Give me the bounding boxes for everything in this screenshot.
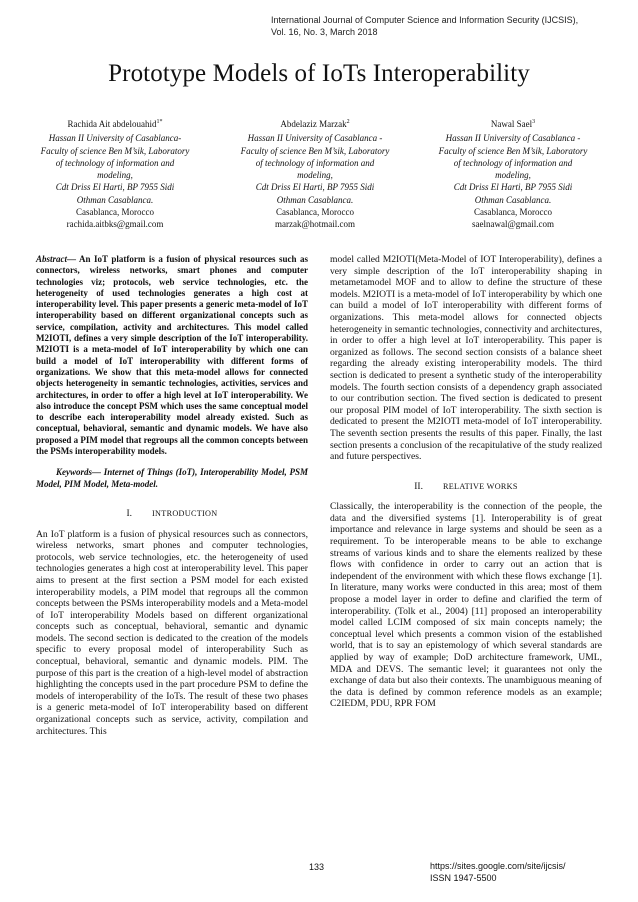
related-works-text: Classically, the interoperability is the connection of the people, the data and the diversified systems [1]. Interoperability is of great importance and relevance in large systems and should be seen as a requirement. To be interoperable means to be able to exchange streams of various kinds and to share the elements realized by these flows with confidence in order to carry out an action that is independent of the environment with which these flows exchange [1]. In literature, many works were conducted in this area; most of them propose a model layer in order to define and clarified the term of interoperability. (Tolk et al., 2004) [11] proposed an interoperability model called LCIM composed of six main concepts namely; the conceptual level which presents a common vision of the established world, that is to say an epistemology of which several standards are applied by way of example; DoD architecture framework, UML, MDA and DEVS. The semantic level; it guarantees not only the exchange of data but also their contexts. The unambiguous meaning of the data is defined by common reference models as an example; C2IEDM, PDU, RPR FOM [330, 501, 602, 710]
author-affiliation: modeling, [97, 170, 133, 181]
right-column [330, 254, 602, 710]
introduction-text: An IoT platform is a fusion of physical resources such as connectors, wireless networks, smart phones and computer technologies, protocols, web service technologies, etc. the heterogeneity of used technologies generates a high cost at interoperability level. This paper aims to present at the first section a PSM model for each existed interoperability models, a PIM model that regroups all the common concepts between the PSMs interoperability models and a Meta-model of IoT interoperability Models based on different organizational concepts such as conceptual, behavioral, semantic and dynamic models. The second section is dedicated to the creation of the models specific to every proposal model of interoperability Such as conceptual, behavioral, semantic and dynamic models. PIM. The purpose of this part is the creation of a high-level model of abstraction highlighting the concepts used in the part procedure PSM to define the models of interoperability of the IoTs. The result of these two phases is a generic meta-model of IoT interoperability based on different organizational concepts such as service, activity, compilation and architectures. This [36, 528, 308, 737]
author-name: Nawal Sael$^3$ [490, 119, 536, 129]
author-city: Casablanca, Morocco [76, 207, 154, 218]
author-affiliation: Cdt Driss El Harti, BP 7955 Sidi [453, 182, 573, 193]
introduction-continued-text: model called M2IOTI(Meta-Model of IOT Interoperability), defines a very simple description of the IoT interoperability shaping in metametamodel MOF and to allow to define the structure of these models. M2IOTI is a meta-model of IoT interoperability by which one can build a model of IoT interoperability with different forms of organizations. This meta-model allows for connected objects heterogeneity in semantic technologies, connectivity and architectures, in order to offer a high level at IoT interoperability. This paper is organized as follows. The second section consists of a balance sheet regarding the already existing interoperability models. The third section is dedicated to present a synthetic study of the interoperability models. The fourth section consists of a dependency graph associated to our contribution section. The fived section is dedicated to present our proposal PIM model of IoT interoperability. The sixth section is dedicated to present the M2IOTI meta-model of IoT interoperability. The seventh section presents the results of this paper. Finally, the last section presents a conclusion of the recapitulative of the study realized and future perspectives. [330, 254, 602, 463]
keywords-text: Internet of Things (IoT), Interoperability Model, PSM Model, PIM Model, Meta-model. [36, 467, 308, 489]
author-affiliation: modeling, [495, 170, 531, 181]
author-affiliation: Hassan II University of Casablanca - [247, 133, 383, 144]
author-affiliation: modeling, [297, 170, 333, 181]
author-block-2 [222, 116, 408, 231]
author-block-3 [420, 116, 606, 231]
section-number: II. [414, 481, 423, 492]
author-affiliation: Othman Casablanca. [474, 194, 552, 205]
author-affiliation: of technology of information and [55, 157, 175, 168]
journal-url-link[interactable]: https://sites.google.com/site/ijcsis/ [430, 861, 566, 871]
page-number: 133 [309, 862, 325, 872]
author-affiliation: Hassan II University of Casablanca - [445, 133, 581, 144]
section-heading-introduction [36, 508, 308, 521]
author-affiliation: Cdt Driss El Harti, BP 7955 Sidi [255, 182, 375, 193]
author-affiliation: Faculty of science Ben M’sik, Laboratory [40, 145, 190, 156]
author-affiliation: Othman Casablanca. [76, 194, 154, 205]
abstract [36, 254, 308, 457]
author-email[interactable]: saelnawal@gmail.com [471, 219, 554, 230]
author-name: Abdelaziz Marzak$^2$ [280, 119, 350, 129]
author-name: Rachida Ait abdelouahid$^{1*}$ [67, 119, 163, 129]
journal-header-line2: Vol. 16, No. 3, March 2018 [271, 27, 378, 37]
author-block-1 [22, 116, 208, 231]
author-affiliation: of technology of information and [255, 157, 375, 168]
author-email[interactable]: marzak@hotmail.com [274, 219, 355, 230]
left-column [36, 254, 308, 737]
abstract-text: — An IoT platform is a fusion of physical resources such as connectors, wireless networks, smart phones and computer technologies viz; protocols, web service technologies, etc. the heterogeneity of used technologies generates a high cost at interoperability level. This paper presents a generic meta-model of IoT interoperability based on different organizational concepts such as service, compilation, activity and architectures. This model called M2IOTI, defines a very simple description of the IoT interoperability. M2IOTI is a meta-model of IoT interoperability by which one can build a model of IoT interoperability with different forms of organizations. We show that this meta-model allows for connected objects heterogeneity in semantic technologies, activities, services and architectures, in order to offer a high level at IoT interoperability. We also introduce the concept PSM which uses the same conceptual model to describe each interoperability model already existed. Such as conceptual, behavioral, semantic and dynamic models. We have also proposed a PIM model that regroups all the common concepts between the PSMs interoperability models. [36, 254, 308, 457]
author-affiliation: of technology of information and [453, 157, 573, 168]
abstract-label: Abstract [36, 254, 68, 264]
footer-info [430, 860, 566, 884]
author-affiliation: Hassan II University of Casablanca- [48, 133, 182, 144]
section-heading-relative-works [330, 481, 602, 494]
author-city: Casablanca, Morocco [276, 207, 354, 218]
journal-header [271, 14, 578, 38]
author-affiliation: Cdt Driss El Harti, BP 7955 Sidi [55, 182, 175, 193]
keywords-label: Keywords— [56, 467, 101, 478]
section-title: INTRODUCTION [152, 508, 218, 518]
journal-header-line1: International Journal of Computer Science and Information Security (IJCSIS), [271, 15, 579, 25]
author-affiliation: Othman Casablanca. [276, 194, 354, 205]
author-affiliation: Faculty of science Ben M’sik, Laboratory [438, 145, 588, 156]
author-city: Casablanca, Morocco [474, 207, 552, 218]
section-number: I. [126, 508, 133, 519]
section-title: RELATIVE WORKS [442, 481, 518, 491]
author-email[interactable]: rachida.aitbks@gmail.com [66, 219, 164, 230]
keywords [36, 467, 308, 490]
author-affiliation: Faculty of science Ben M’sik, Laboratory [240, 145, 390, 156]
paper-title: Prototype Models of IoTs Interoperability [108, 60, 530, 87]
issn: ISSN 1947-5500 [430, 873, 497, 883]
